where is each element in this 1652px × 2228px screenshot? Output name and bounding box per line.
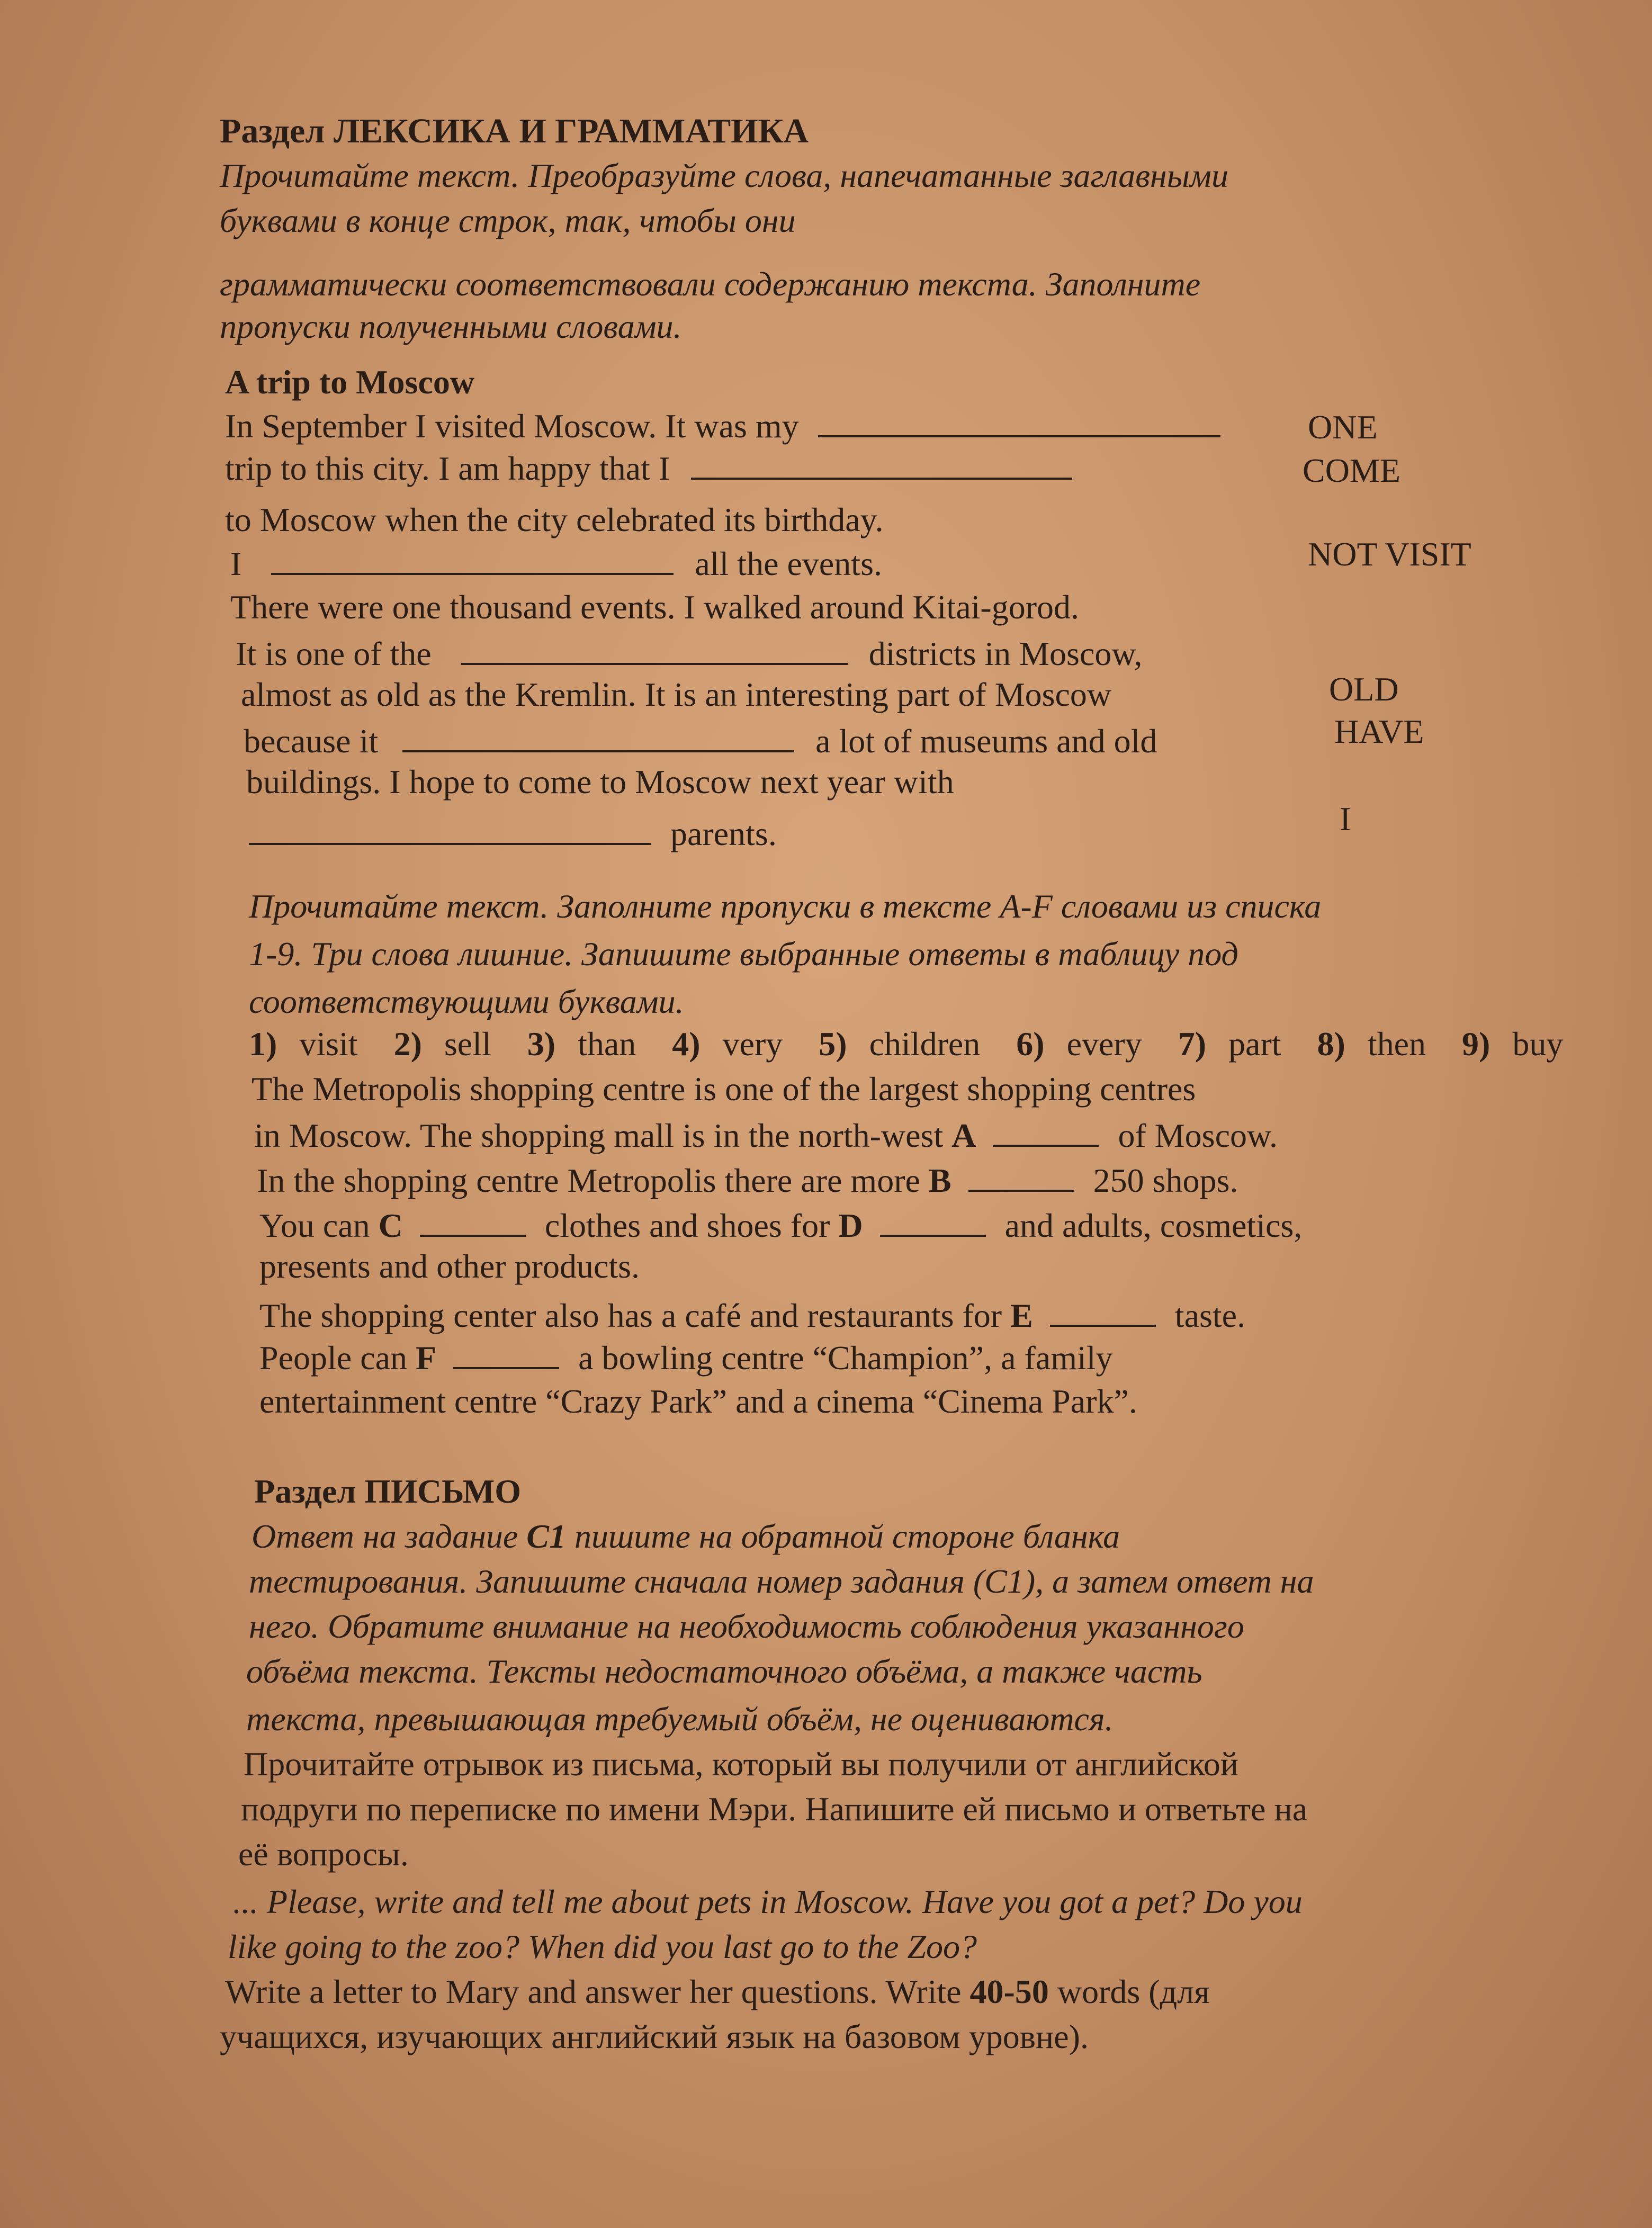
instruction-line: него. Обратите внимание на необходимость соблюдения указанного xyxy=(249,1607,1244,1645)
instruction-line: 1-9. Три слова лишние. Запишите выбранные ответы в таблицу под xyxy=(249,935,1238,973)
instruction-line: Ответ на задание C1 пишите на обратной стороне бланка xyxy=(252,1517,1120,1555)
text-line: The Metropolis shopping centre is one of the largest shopping centres xyxy=(252,1070,1196,1108)
section-title-writing: Раздел ПИСЬМО xyxy=(254,1472,522,1510)
answer-blank[interactable] xyxy=(691,450,1072,480)
keyword-old: OLD xyxy=(1329,670,1399,708)
answer-blank[interactable] xyxy=(818,408,1220,437)
text-line: In September I visited Moscow. It was my xyxy=(225,408,1220,443)
text-line: because it a lot of museums and old xyxy=(244,722,1157,760)
keyword-come: COME xyxy=(1303,452,1400,489)
text-line: There were one thousand events. I walked around Kitai-gorod. xyxy=(230,588,1079,626)
instruction-line: тестирования. Запишите сначала номер задания (С1), а затем ответ на xyxy=(249,1562,1314,1600)
text-line: I all the events. xyxy=(230,545,882,582)
answer-blank[interactable] xyxy=(461,635,848,665)
text-line: to Moscow when the city celebrated its birthday. xyxy=(225,501,884,538)
answer-blank[interactable] xyxy=(271,545,674,575)
letter-excerpt-line: like going to the zoo? When did you last go to the Zoo? xyxy=(228,1928,977,1965)
final-instruction-line: учащихся, изучающих английский язык на базовом уровне). xyxy=(220,2018,1089,2055)
text-line: People can F a bowling centre “Champion”, a family xyxy=(259,1339,1113,1377)
text-line: entertainment centre “Crazy Park” and a cinema “Cinema Park”. xyxy=(259,1382,1137,1420)
instruction-line: соответствующими буквами. xyxy=(249,983,684,1020)
instruction-line: пропуски полученными словами. xyxy=(220,308,682,345)
task-line: её вопросы. xyxy=(238,1835,409,1873)
keyword-not-visit: NOT VISIT xyxy=(1308,535,1471,573)
task-line: Прочитайте отрывок из письма, который вы получили от английской xyxy=(244,1745,1238,1783)
instruction-line: объёма текста. Тексты недостаточного объёма, а также часть xyxy=(246,1652,1202,1690)
text-line: In the shopping centre Metropolis there are more B 250 shops. xyxy=(257,1162,1238,1199)
final-instruction-line: Write a letter to Mary and answer her questions. Write 40-50 words (для xyxy=(225,1973,1210,2010)
text-line: trip to this city. I am happy that I xyxy=(225,450,1072,486)
text-line: It is one of the districts in Moscow, xyxy=(236,635,1143,672)
word-options-list: 1) visit 2) sell 3) than 4) very 5) children 6) every 7) part 8) then 9) buy xyxy=(249,1025,1564,1063)
instruction-line: буквами в конце строк, так, чтобы они xyxy=(220,202,796,239)
gap-blank-b[interactable] xyxy=(968,1162,1074,1192)
keyword-i: I xyxy=(1340,800,1351,838)
text-line: presents and other products. xyxy=(259,1247,640,1285)
instruction-line: Прочитайте текст. Заполните пропуски в тексте A-F словами из списка xyxy=(249,887,1322,925)
gap-blank-c[interactable] xyxy=(420,1207,526,1237)
text-line: You can C clothes and shoes for D and adults, cosmetics, xyxy=(259,1207,1303,1244)
letter-excerpt-line: ... Please, write and tell me about pets in Moscow. Have you got a pet? Do you xyxy=(233,1883,1303,1920)
gap-blank-e[interactable] xyxy=(1050,1297,1156,1327)
keyword-one: ONE xyxy=(1308,408,1378,446)
instruction-line: текста, превышающая требуемый объём, не оцениваются. xyxy=(246,1700,1114,1738)
instruction-line: Прочитайте текст. Преобразуйте слова, напечатанные заглавными xyxy=(220,157,1228,194)
text-line: The shopping center also has a café and restaurants for E taste. xyxy=(259,1297,1246,1334)
text-line: in Moscow. The shopping mall is in the north-west A of Moscow. xyxy=(254,1117,1278,1154)
text-title: A trip to Moscow xyxy=(225,363,475,401)
instruction-line: грамматически соответствовали содержанию текста. Заполните xyxy=(220,265,1201,303)
answer-blank[interactable] xyxy=(249,815,651,845)
gap-blank-d[interactable] xyxy=(880,1207,986,1237)
gap-blank-f[interactable] xyxy=(453,1340,559,1369)
section-title-lexics: Раздел ЛЕКСИКА И ГРАММАТИКА xyxy=(220,112,809,150)
task-line: подруги по переписке по имени Мэри. Напишите ей письмо и ответьте на xyxy=(241,1790,1308,1828)
gap-blank-a[interactable] xyxy=(993,1117,1099,1147)
text-line: almost as old as the Kremlin. It is an interesting part of Moscow xyxy=(241,676,1112,713)
answer-blank[interactable] xyxy=(402,723,794,752)
text-line: parents. xyxy=(249,815,777,851)
text-line: buildings. I hope to come to Moscow next year with xyxy=(246,763,954,801)
keyword-have: HAVE xyxy=(1334,713,1424,750)
